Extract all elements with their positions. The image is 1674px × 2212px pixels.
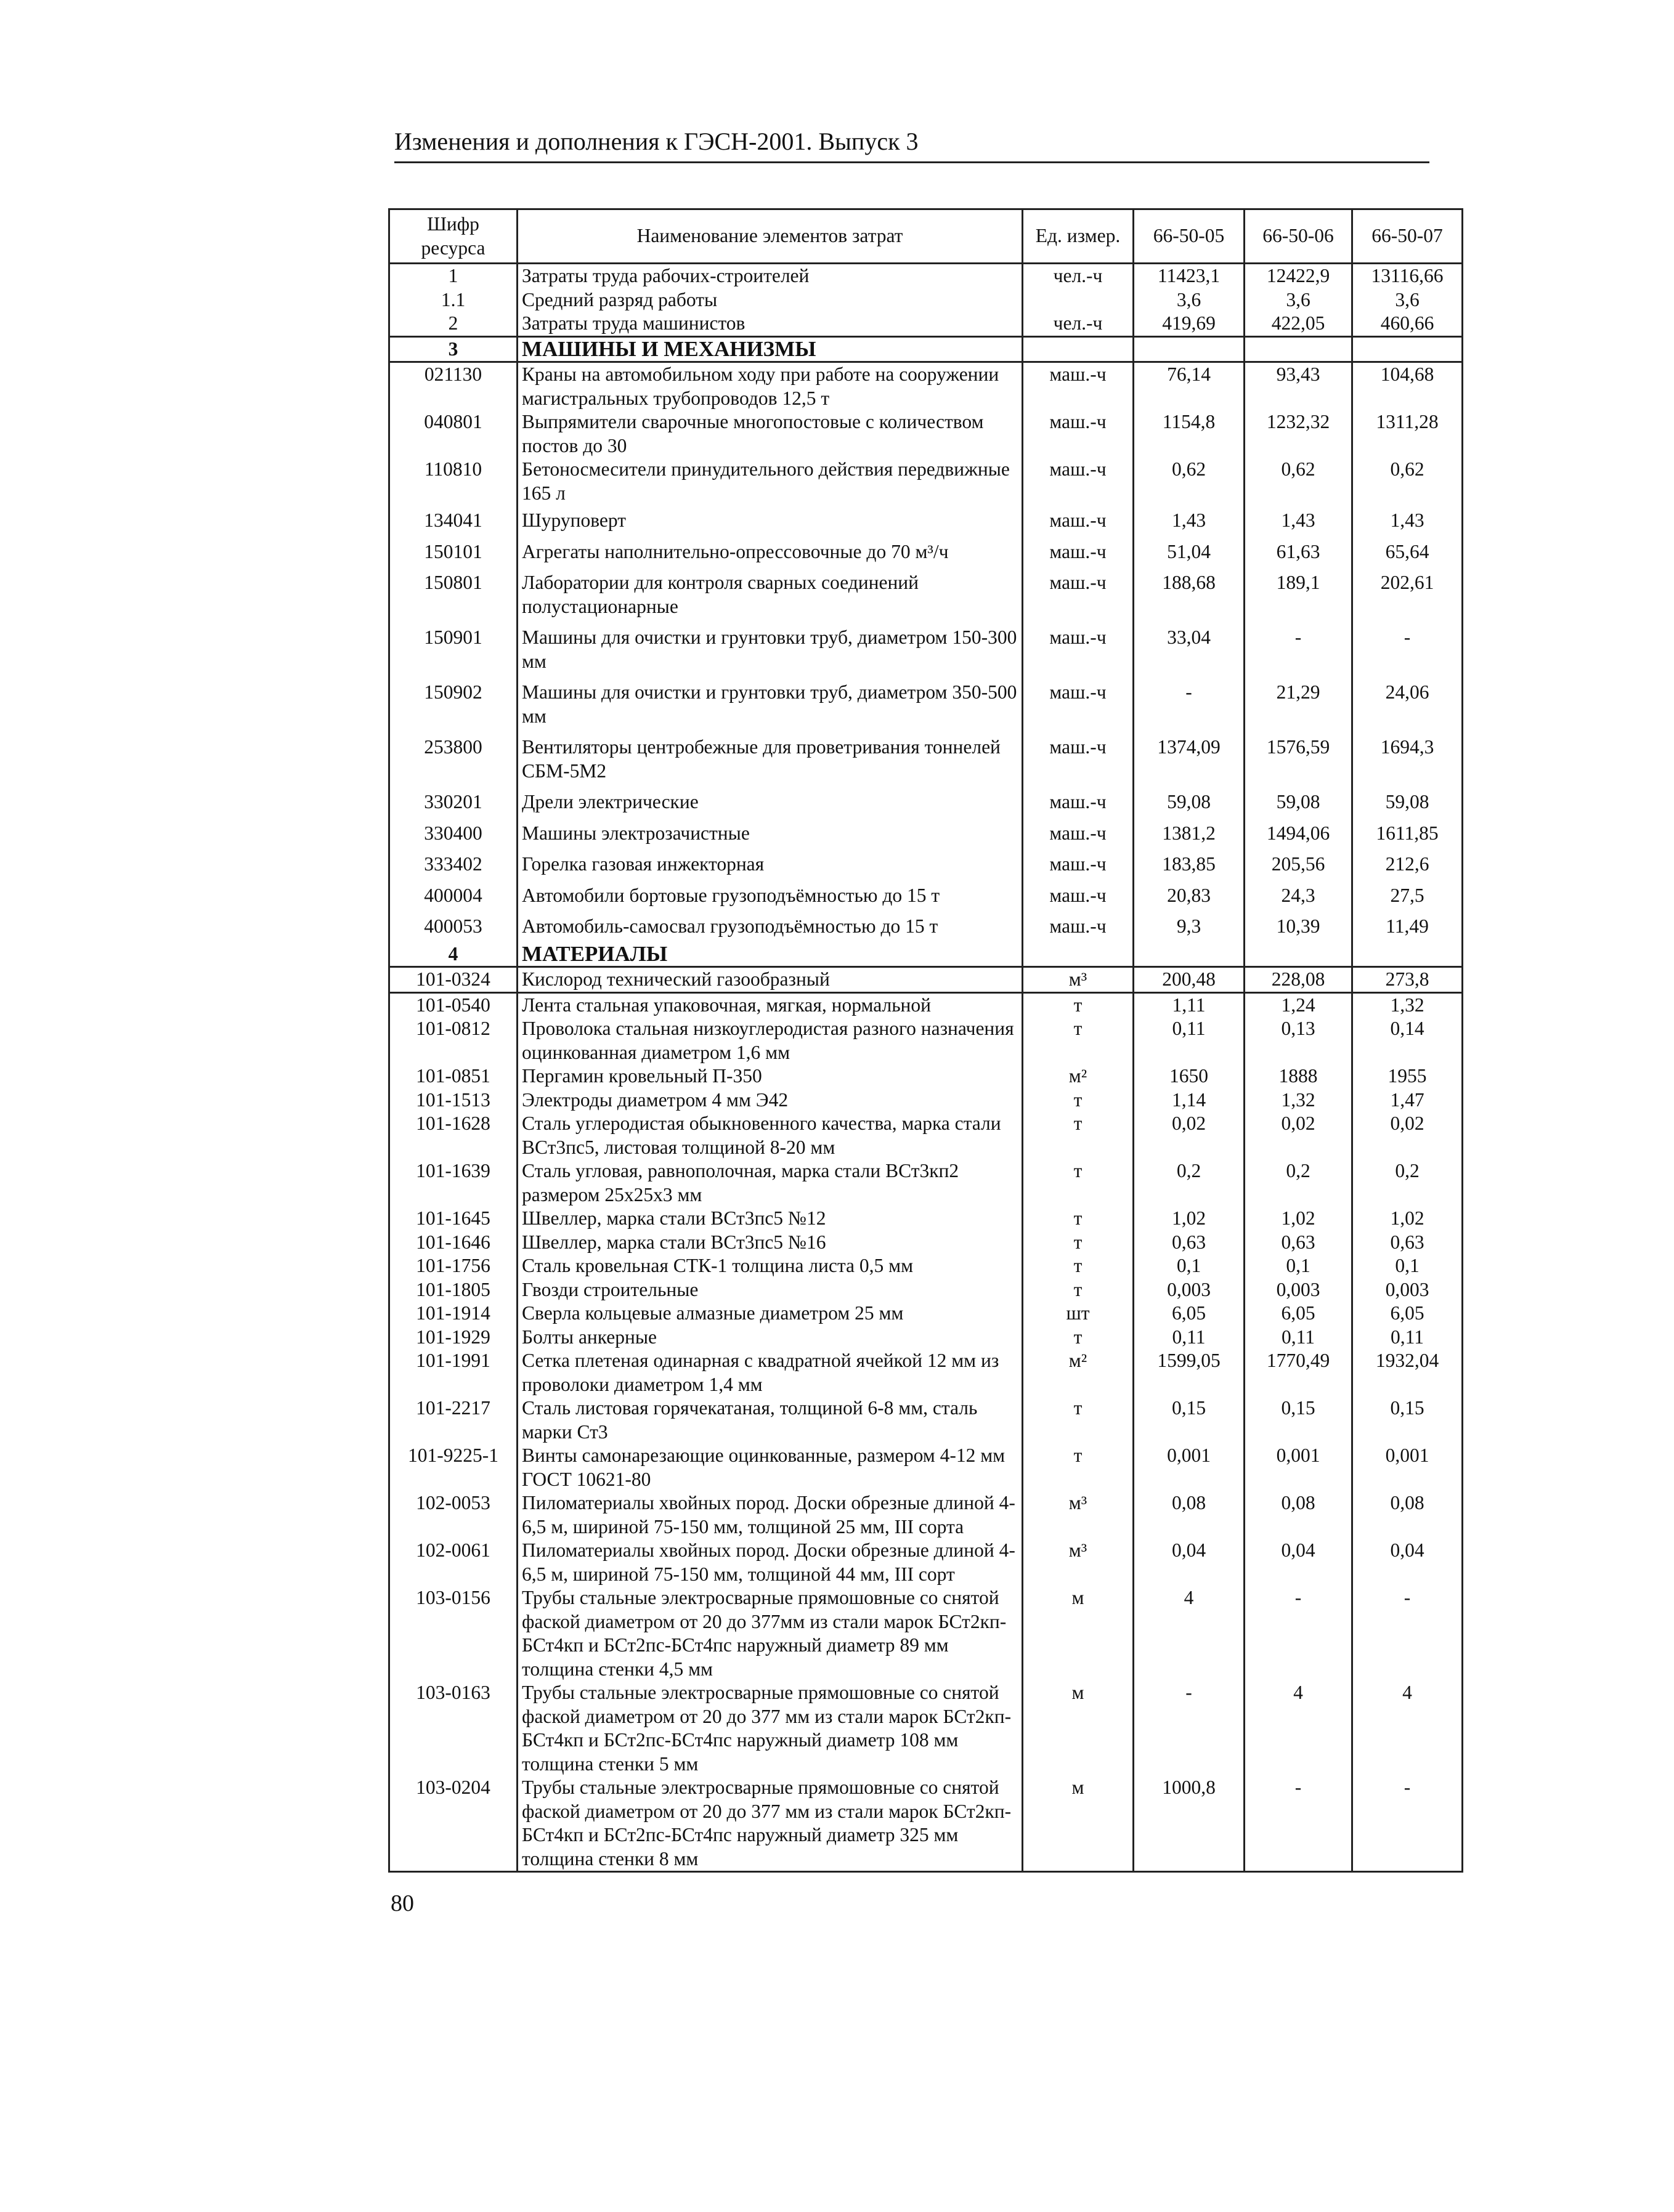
unit: т (1023, 1396, 1134, 1444)
value-66-50-06: 0,003 (1245, 1278, 1352, 1302)
value-66-50-06 (1245, 336, 1352, 362)
resource-code: 4 (389, 942, 518, 967)
value-66-50-07: 0,08 (1352, 1491, 1463, 1539)
value-66-50-06: 0,2 (1245, 1159, 1352, 1207)
table-row (389, 911, 1463, 942)
value-66-50-06: 0,08 (1245, 1491, 1352, 1539)
resource-name: Вентиляторы центробежные для проветривания тоннелей СБМ-5М2 (518, 732, 1023, 787)
resource-name: МАШИНЫ И МЕХАНИЗМЫ (518, 336, 1023, 362)
unit: т (1023, 1254, 1134, 1278)
table-row (389, 1396, 1463, 1444)
table-row (389, 787, 1463, 818)
value-66-50-07: 0,04 (1352, 1539, 1463, 1586)
resource-code: 101-1929 (389, 1326, 518, 1350)
value-66-50-05: - (1134, 1681, 1245, 1776)
resource-name: Бетоносмесители принудительного действия передвижные 165 л (518, 458, 1023, 505)
value-66-50-07: 460,66 (1352, 312, 1463, 336)
unit: маш.-ч (1023, 622, 1134, 677)
resource-code: 330201 (389, 787, 518, 818)
value-66-50-05: 76,14 (1134, 362, 1245, 411)
unit: м (1023, 1586, 1134, 1681)
resource-code: 101-0851 (389, 1064, 518, 1088)
value-66-50-06: 1,02 (1245, 1207, 1352, 1231)
value-66-50-05: 1,02 (1134, 1207, 1245, 1231)
resource-code: 150902 (389, 677, 518, 732)
value-66-50-06: 21,29 (1245, 677, 1352, 732)
table-row (389, 1491, 1463, 1539)
table-row (389, 264, 1463, 288)
resource-code: 101-0324 (389, 967, 518, 993)
unit: т (1023, 1326, 1134, 1350)
value-66-50-06: 422,05 (1245, 312, 1352, 336)
value-66-50-07: 0,2 (1352, 1159, 1463, 1207)
value-66-50-05: 51,04 (1134, 537, 1245, 568)
value-66-50-07: - (1352, 1776, 1463, 1872)
value-66-50-07: 27,5 (1352, 880, 1463, 912)
resource-code: 134041 (389, 505, 518, 537)
unit: маш.-ч (1023, 732, 1134, 787)
value-66-50-07: 1932,04 (1352, 1349, 1463, 1396)
unit: м³ (1023, 1491, 1134, 1539)
resource-name: Болты анкерные (518, 1326, 1023, 1350)
resource-name: Винты самонарезающие оцинкованные, размером 4-12 мм ГОСТ 10621-80 (518, 1444, 1023, 1491)
value-66-50-06: 4 (1245, 1681, 1352, 1776)
resource-code: 110810 (389, 458, 518, 505)
value-66-50-06: 93,43 (1245, 362, 1352, 411)
unit: маш.-ч (1023, 410, 1134, 458)
value-66-50-07: 59,08 (1352, 787, 1463, 818)
column-header: Шифр ресурса (389, 209, 518, 264)
resource-name: Швеллер, марка стали ВСт3пс5 №12 (518, 1207, 1023, 1231)
resource-name: Проволока стальная низкоуглеродистая разного назначения оцинкованная диаметром 1,6 мм (518, 1017, 1023, 1064)
value-66-50-06: 1,43 (1245, 505, 1352, 537)
unit: маш.-ч (1023, 787, 1134, 818)
column-header: 66-50-07 (1352, 209, 1463, 264)
value-66-50-06: 1576,59 (1245, 732, 1352, 787)
value-66-50-06: 10,39 (1245, 911, 1352, 942)
value-66-50-05: 0,04 (1134, 1539, 1245, 1586)
unit: т (1023, 1159, 1134, 1207)
unit: маш.-ч (1023, 537, 1134, 568)
resource-code: 101-1513 (389, 1088, 518, 1112)
value-66-50-07: 1955 (1352, 1064, 1463, 1088)
value-66-50-05: 200,48 (1134, 967, 1245, 993)
value-66-50-06: 6,05 (1245, 1302, 1352, 1326)
resource-name: Лаборатории для контроля сварных соединений полустационарные (518, 567, 1023, 622)
resource-code: 101-2217 (389, 1396, 518, 1444)
section-row (389, 942, 1463, 967)
value-66-50-07: 212,6 (1352, 849, 1463, 880)
value-66-50-05 (1134, 942, 1245, 967)
value-66-50-07: 4 (1352, 1681, 1463, 1776)
value-66-50-06: 0,63 (1245, 1231, 1352, 1255)
table-body (389, 264, 1463, 1872)
resource-code: 333402 (389, 849, 518, 880)
value-66-50-05: 1381,2 (1134, 818, 1245, 849)
unit: маш.-ч (1023, 818, 1134, 849)
column-header: Ед. измер. (1023, 209, 1134, 264)
value-66-50-07: 104,68 (1352, 362, 1463, 411)
table-row (389, 1112, 1463, 1159)
table-row (389, 1681, 1463, 1776)
table-row (389, 818, 1463, 849)
resource-name: Трубы стальные электросварные прямошовные со снятой фаской диаметром от 20 до 377 мм из стали марок БСт2кп-БСт4кп и БСт2пс-БСт4пс наружный диаметр 325 мм толщина стенки 8 мм (518, 1776, 1023, 1872)
resource-code: 253800 (389, 732, 518, 787)
value-66-50-05: 0,15 (1134, 1396, 1245, 1444)
value-66-50-05: 419,69 (1134, 312, 1245, 336)
table-row (389, 992, 1463, 1017)
resource-code: 330400 (389, 818, 518, 849)
resource-name: Шуруповерт (518, 505, 1023, 537)
resource-name: Лента стальная упаковочная, мягкая, нормальной (518, 992, 1023, 1017)
unit: чел.-ч (1023, 312, 1134, 336)
value-66-50-07: 0,15 (1352, 1396, 1463, 1444)
value-66-50-06: 205,56 (1245, 849, 1352, 880)
value-66-50-05: 59,08 (1134, 787, 1245, 818)
table-row (389, 849, 1463, 880)
resource-name: Швеллер, марка стали ВСт3пс5 №16 (518, 1231, 1023, 1255)
value-66-50-06: 59,08 (1245, 787, 1352, 818)
value-66-50-06: 0,15 (1245, 1396, 1352, 1444)
value-66-50-07: 65,64 (1352, 537, 1463, 568)
value-66-50-07: 0,11 (1352, 1326, 1463, 1350)
value-66-50-07: 0,001 (1352, 1444, 1463, 1491)
value-66-50-07: - (1352, 1586, 1463, 1681)
value-66-50-05: 0,11 (1134, 1326, 1245, 1350)
resource-code: 101-1646 (389, 1231, 518, 1255)
value-66-50-07 (1352, 336, 1463, 362)
value-66-50-05: 1374,09 (1134, 732, 1245, 787)
resource-code: 2 (389, 312, 518, 336)
resource-name: Сталь угловая, равнополочная, марка стали ВСт3кп2 размером 25х25х3 мм (518, 1159, 1023, 1207)
resource-name: Средний разряд работы (518, 288, 1023, 312)
unit: маш.-ч (1023, 677, 1134, 732)
value-66-50-05: 1,14 (1134, 1088, 1245, 1112)
resource-name: Затраты труда машинистов (518, 312, 1023, 336)
value-66-50-05: 1599,05 (1134, 1349, 1245, 1396)
value-66-50-07: 0,02 (1352, 1112, 1463, 1159)
value-66-50-07: 6,05 (1352, 1302, 1463, 1326)
value-66-50-06: 1,24 (1245, 992, 1352, 1017)
resource-code: 3 (389, 336, 518, 362)
value-66-50-07: 1611,85 (1352, 818, 1463, 849)
value-66-50-07: 1,47 (1352, 1088, 1463, 1112)
resource-code: 400053 (389, 911, 518, 942)
value-66-50-06: 24,3 (1245, 880, 1352, 912)
table-row (389, 1207, 1463, 1231)
unit: м² (1023, 1064, 1134, 1088)
value-66-50-07: 1694,3 (1352, 732, 1463, 787)
value-66-50-06: 0,001 (1245, 1444, 1352, 1491)
value-66-50-06: 0,04 (1245, 1539, 1352, 1586)
unit: т (1023, 1231, 1134, 1255)
value-66-50-07: 3,6 (1352, 288, 1463, 312)
value-66-50-05: 0,02 (1134, 1112, 1245, 1159)
table-row (389, 677, 1463, 732)
value-66-50-06: 189,1 (1245, 567, 1352, 622)
page-header: Изменения и дополнения к ГЭСН-2001. Выпуск 3 (394, 123, 1429, 163)
resource-name: Агрегаты наполнительно-опрессовочные до 70 м³/ч (518, 537, 1023, 568)
value-66-50-05: 183,85 (1134, 849, 1245, 880)
resource-code: 040801 (389, 410, 518, 458)
value-66-50-05: 20,83 (1134, 880, 1245, 912)
unit: т (1023, 1278, 1134, 1302)
table-header-row (389, 209, 1463, 264)
resource-code: 102-0053 (389, 1491, 518, 1539)
unit: маш.-ч (1023, 567, 1134, 622)
resource-name: Машины для очистки и грунтовки труб, диаметром 150-300 мм (518, 622, 1023, 677)
unit: м³ (1023, 1539, 1134, 1586)
resource-code: 101-1628 (389, 1112, 518, 1159)
unit: м (1023, 1681, 1134, 1776)
resource-code: 101-1914 (389, 1302, 518, 1326)
value-66-50-06: 0,13 (1245, 1017, 1352, 1064)
unit: м³ (1023, 967, 1134, 993)
resource-name: Машины для очистки и грунтовки труб, диаметром 350-500 мм (518, 677, 1023, 732)
resource-name: Автомобили бортовые грузоподъёмностью до 15 т (518, 880, 1023, 912)
value-66-50-07: 24,06 (1352, 677, 1463, 732)
table-row (389, 1278, 1463, 1302)
value-66-50-05: 6,05 (1134, 1302, 1245, 1326)
resource-table (388, 208, 1463, 1873)
value-66-50-05: 33,04 (1134, 622, 1245, 677)
value-66-50-07: 0,003 (1352, 1278, 1463, 1302)
resource-code: 150801 (389, 567, 518, 622)
table-row (389, 362, 1463, 411)
value-66-50-06: 0,1 (1245, 1254, 1352, 1278)
table-row (389, 1017, 1463, 1064)
table-row (389, 1444, 1463, 1491)
table-row (389, 1539, 1463, 1586)
unit (1023, 288, 1134, 312)
table-row (389, 880, 1463, 912)
value-66-50-05: 0,63 (1134, 1231, 1245, 1255)
resource-name: Краны на автомобильном ходу при работе на сооружении магистральных трубопроводов 12,5 т (518, 362, 1023, 411)
table-row (389, 732, 1463, 787)
value-66-50-07: 0,1 (1352, 1254, 1463, 1278)
value-66-50-07: 1311,28 (1352, 410, 1463, 458)
unit: маш.-ч (1023, 362, 1134, 411)
unit: м (1023, 1776, 1134, 1872)
value-66-50-05: 188,68 (1134, 567, 1245, 622)
unit: маш.-ч (1023, 505, 1134, 537)
value-66-50-05: 0,62 (1134, 458, 1245, 505)
table-row (389, 537, 1463, 568)
value-66-50-07: 13116,66 (1352, 264, 1463, 288)
value-66-50-05: 9,3 (1134, 911, 1245, 942)
table-row (389, 1302, 1463, 1326)
table-row (389, 1349, 1463, 1396)
table-row (389, 1254, 1463, 1278)
value-66-50-06: 1888 (1245, 1064, 1352, 1088)
value-66-50-07: 1,02 (1352, 1207, 1463, 1231)
value-66-50-06: 1770,49 (1245, 1349, 1352, 1396)
resource-code: 400004 (389, 880, 518, 912)
value-66-50-05 (1134, 336, 1245, 362)
unit: т (1023, 1112, 1134, 1159)
table-row (389, 1231, 1463, 1255)
resource-code: 101-0540 (389, 992, 518, 1017)
resource-name: Машины электрозачистные (518, 818, 1023, 849)
value-66-50-07: 1,43 (1352, 505, 1463, 537)
resource-code: 103-0156 (389, 1586, 518, 1681)
unit: т (1023, 1088, 1134, 1112)
resource-code: 1 (389, 264, 518, 288)
value-66-50-07: 0,63 (1352, 1231, 1463, 1255)
value-66-50-06: 61,63 (1245, 537, 1352, 568)
unit: шт (1023, 1302, 1134, 1326)
value-66-50-06: - (1245, 1776, 1352, 1872)
value-66-50-06: 1,32 (1245, 1088, 1352, 1112)
unit (1023, 336, 1134, 362)
resource-name: Автомобиль-самосвал грузоподъёмностью до 15 т (518, 911, 1023, 942)
value-66-50-05: 0,11 (1134, 1017, 1245, 1064)
resource-code: 103-0163 (389, 1681, 518, 1776)
resource-name: Выпрямители сварочные многопостовые с количеством постов до 30 (518, 410, 1023, 458)
resource-name: Трубы стальные электросварные прямошовные со снятой фаской диаметром от 20 до 377мм из стали марок БСт2кп-БСт4кп и БСт2пс-БСт4пс наружный диаметр 89 мм толщина стенки 4,5 мм (518, 1586, 1023, 1681)
value-66-50-06: 0,62 (1245, 458, 1352, 505)
page-number: 80 (391, 1890, 414, 1916)
value-66-50-07: 273,8 (1352, 967, 1463, 993)
unit: т (1023, 1017, 1134, 1064)
column-header: 66-50-06 (1245, 209, 1352, 264)
value-66-50-06: 12422,9 (1245, 264, 1352, 288)
resource-name: Трубы стальные электросварные прямошовные со снятой фаской диаметром от 20 до 377 мм из стали марок БСт2кп-БСт4кп и БСт2пс-БСт4пс наружный диаметр 108 мм толщина стенки 5 мм (518, 1681, 1023, 1776)
resource-name: Сталь листовая горячекатаная, толщиной 6-8 мм, сталь марки Ст3 (518, 1396, 1023, 1444)
unit: чел.-ч (1023, 264, 1134, 288)
resource-name: Сталь кровельная СТК-1 толщина листа 0,5 мм (518, 1254, 1023, 1278)
value-66-50-05: 3,6 (1134, 288, 1245, 312)
column-header: Наименование элементов затрат (518, 209, 1023, 264)
value-66-50-06: - (1245, 1586, 1352, 1681)
value-66-50-07: 1,32 (1352, 992, 1463, 1017)
value-66-50-07 (1352, 942, 1463, 967)
table-row (389, 1326, 1463, 1350)
value-66-50-06 (1245, 942, 1352, 967)
value-66-50-06: 1232,32 (1245, 410, 1352, 458)
unit (1023, 942, 1134, 967)
resource-code: 101-1805 (389, 1278, 518, 1302)
resource-name: Затраты труда рабочих-строителей (518, 264, 1023, 288)
resource-code: 101-0812 (389, 1017, 518, 1064)
value-66-50-07: 11,49 (1352, 911, 1463, 942)
value-66-50-05: 4 (1134, 1586, 1245, 1681)
column-header: 66-50-05 (1134, 209, 1245, 264)
value-66-50-05: 0,003 (1134, 1278, 1245, 1302)
value-66-50-05: 11423,1 (1134, 264, 1245, 288)
value-66-50-05: 1,11 (1134, 992, 1245, 1017)
table-row (389, 967, 1463, 993)
table-row (389, 1776, 1463, 1872)
resource-name: Сталь углеродистая обыкновенного качества, марка стали ВСт3пс5, листовая толщиной 8-20 мм (518, 1112, 1023, 1159)
section-row (389, 336, 1463, 362)
table-row (389, 288, 1463, 312)
value-66-50-05: 1154,8 (1134, 410, 1245, 458)
value-66-50-06: 228,08 (1245, 967, 1352, 993)
value-66-50-05: 0,001 (1134, 1444, 1245, 1491)
value-66-50-07: - (1352, 622, 1463, 677)
value-66-50-05: 0,08 (1134, 1491, 1245, 1539)
value-66-50-06: 3,6 (1245, 288, 1352, 312)
value-66-50-05: 0,1 (1134, 1254, 1245, 1278)
unit: маш.-ч (1023, 880, 1134, 912)
resource-name: Сетка плетеная одинарная с квадратной ячейкой 12 мм из проволоки диаметром 1,4 мм (518, 1349, 1023, 1396)
value-66-50-07: 0,14 (1352, 1017, 1463, 1064)
resource-code: 1.1 (389, 288, 518, 312)
table-row (389, 312, 1463, 336)
value-66-50-06: 0,11 (1245, 1326, 1352, 1350)
unit: м² (1023, 1349, 1134, 1396)
table-row (389, 505, 1463, 537)
unit: маш.-ч (1023, 458, 1134, 505)
unit: т (1023, 992, 1134, 1017)
value-66-50-05: 1,43 (1134, 505, 1245, 537)
value-66-50-06: - (1245, 622, 1352, 677)
resource-code: 101-9225-1 (389, 1444, 518, 1491)
resource-code: 103-0204 (389, 1776, 518, 1872)
resource-code: 101-1756 (389, 1254, 518, 1278)
resource-name: Гвозди строительные (518, 1278, 1023, 1302)
unit: т (1023, 1207, 1134, 1231)
unit: маш.-ч (1023, 849, 1134, 880)
table-row (389, 567, 1463, 622)
resource-name: Пиломатериалы хвойных пород. Доски обрезные длиной 4-6,5 м, шириной 75-150 мм, толщиной 44 мм, III сорт (518, 1539, 1023, 1586)
value-66-50-06: 1494,06 (1245, 818, 1352, 849)
resource-name: МАТЕРИАЛЫ (518, 942, 1023, 967)
resource-code: 101-1991 (389, 1349, 518, 1396)
table-row (389, 1159, 1463, 1207)
table-row (389, 410, 1463, 458)
unit: т (1023, 1444, 1134, 1491)
table-row (389, 458, 1463, 505)
value-66-50-05: 0,2 (1134, 1159, 1245, 1207)
value-66-50-05: - (1134, 677, 1245, 732)
resource-code: 150101 (389, 537, 518, 568)
value-66-50-07: 0,62 (1352, 458, 1463, 505)
resource-code: 101-1639 (389, 1159, 518, 1207)
table-row (389, 1586, 1463, 1681)
table-row (389, 622, 1463, 677)
resource-name: Пиломатериалы хвойных пород. Доски обрезные длиной 4-6,5 м, шириной 75-150 мм, толщиной 25 мм, III сорта (518, 1491, 1023, 1539)
table-row (389, 1088, 1463, 1112)
resource-code: 101-1645 (389, 1207, 518, 1231)
resource-name: Электроды диаметром 4 мм Э42 (518, 1088, 1023, 1112)
value-66-50-05: 1650 (1134, 1064, 1245, 1088)
value-66-50-07: 202,61 (1352, 567, 1463, 622)
table-row (389, 1064, 1463, 1088)
unit: маш.-ч (1023, 911, 1134, 942)
resource-name: Пергамин кровельный П-350 (518, 1064, 1023, 1088)
resource-name: Горелка газовая инжекторная (518, 849, 1023, 880)
value-66-50-06: 0,02 (1245, 1112, 1352, 1159)
resource-name: Кислород технический газообразный (518, 967, 1023, 993)
resource-code: 102-0061 (389, 1539, 518, 1586)
resource-name: Дрели электрические (518, 787, 1023, 818)
value-66-50-05: 1000,8 (1134, 1776, 1245, 1872)
resource-code: 150901 (389, 622, 518, 677)
resource-name: Сверла кольцевые алмазные диаметром 25 мм (518, 1302, 1023, 1326)
resource-code: 021130 (389, 362, 518, 411)
